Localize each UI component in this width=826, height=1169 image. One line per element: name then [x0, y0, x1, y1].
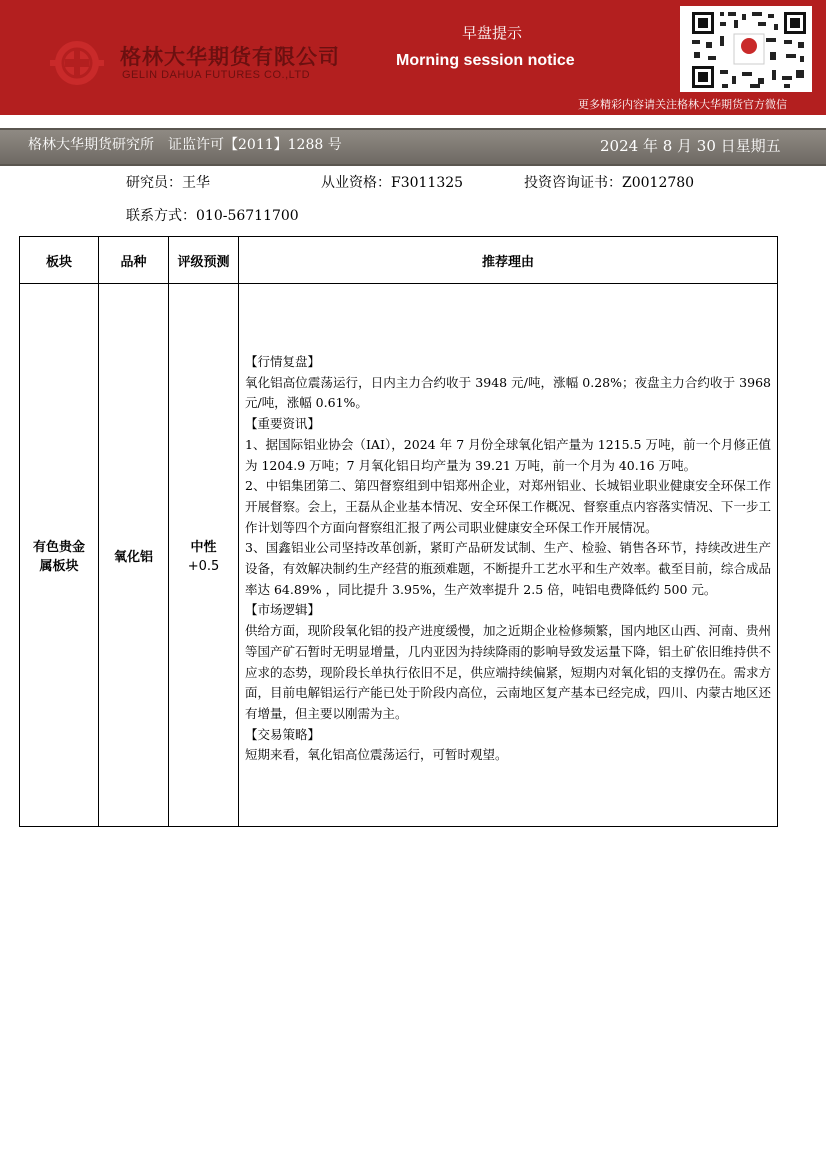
report-date: 2024 年 8 月 30 日星期五: [600, 137, 781, 155]
institute-license: 格林大华期货研究所 证监许可【2011】1288 号: [28, 137, 342, 153]
header-rating: 评级预测: [169, 237, 239, 284]
researcher-name: 研究员：王华: [126, 175, 210, 191]
reason-heading-logic: 【市场逻辑】: [245, 602, 321, 618]
qr-caption: 更多精彩内容请关注格林大华期货官方微信: [578, 98, 787, 111]
header-variety: 品种: [99, 237, 169, 284]
reason-paragraph: 氧化铝高位震荡运行，日内主力合约收于 3948 元/吨，涨幅 0.28%；夜盘主力合约收于 3968 元/吨，涨幅 0.61%。: [245, 374, 771, 411]
company-name-cn: 格林大华期货有限公司: [120, 44, 340, 69]
recommendation-table: [19, 236, 778, 827]
notice-title-en: Morning session notice: [396, 52, 575, 69]
reason-heading-review: 【行情复盘】: [245, 354, 321, 369]
reason-paragraph: 短期来看，氧化铝高位震荡运行，可暂时观望。: [245, 747, 508, 763]
sector-cell: [20, 284, 99, 827]
rating-value: +0.5: [187, 559, 220, 575]
notice-title-cn: 早盘提示: [462, 24, 523, 42]
reason-heading-strategy: 【交易策略】: [245, 726, 321, 742]
variety-label: 氧化铝: [113, 549, 153, 565]
rating-cell: [169, 284, 239, 827]
reason-paragraph: 2、中铝集团第二、第四督察组到中铝郑州企业，对郑州铝业、长城铝业职业健康安全环保工作开展督察。会上，王磊从企业基本情况、安全环保工作概况、督察重点内容落实情况、下一步工作计划等四个方面向督察组汇报了两公司职业健康安全环保工作开展情况。: [245, 478, 771, 535]
header-sector: 板块: [20, 237, 99, 284]
company-name-en: GELIN DAHUA FUTURES CO.,LTD: [122, 69, 311, 81]
variety-cell: [99, 284, 169, 827]
reason-cell: [239, 284, 778, 827]
reason-paragraph: 供给方面，现阶段氧化铝的投产进度缓慢，加之近期企业检修频繁，国内地区山西、河南、贵州等国产矿石暂时无明显增量，几内亚因为持续降雨的影响导致发运量下降，铝土矿依旧维持供不应求的态势，现阶段长单执行依旧不足，供应端持续偏紧，短期内对氧化铝的支撑仍在。需求方面，目前电解铝运行产能已处于阶段内高位，云南地区复产基本已经完成，四川、内蒙古地区还有增量，但主要以刚需为主。: [245, 623, 771, 721]
rating-label: 中性: [190, 540, 217, 556]
reason-paragraph: 1、据国际铝业协会（IAI），2024 年 7 月份全球氧化铝产量为 1215.5 万吨，前一个月修正值为 1204.9 万吨；7 月氧化铝日均产量为 39.21 万吨，前一个月为 40.16 万吨。: [245, 436, 771, 473]
sector-label: 有色贵金属板块: [32, 540, 85, 575]
reason-paragraph: 3、国鑫铝业公司坚持改革创新，紧盯产品研发试制、生产、检验、销售各环节，持续改进生产设备，有效解决制约生产经营的瓶颈难题，不断提升工艺水平和生产效率。截至目前，综合成品率达 64.89% ，同比提升 3.95%，生产效率提升 2.5 倍，吨铝电费降低约 500 元。: [245, 540, 771, 597]
certificate-number: 投资咨询证书：Z0012780: [524, 175, 695, 191]
company-logo-icon: [48, 38, 106, 88]
qualification-number: 从业资格：F3011325: [321, 175, 464, 191]
reason-heading-news: 【重要资讯】: [245, 416, 321, 432]
table-header-row: [20, 237, 778, 284]
header-reason: 推荐理由: [239, 237, 778, 284]
table-row: [20, 284, 778, 827]
qr-code-icon: [680, 6, 812, 92]
contact-info: 联系方式：010-56711700: [126, 208, 299, 224]
